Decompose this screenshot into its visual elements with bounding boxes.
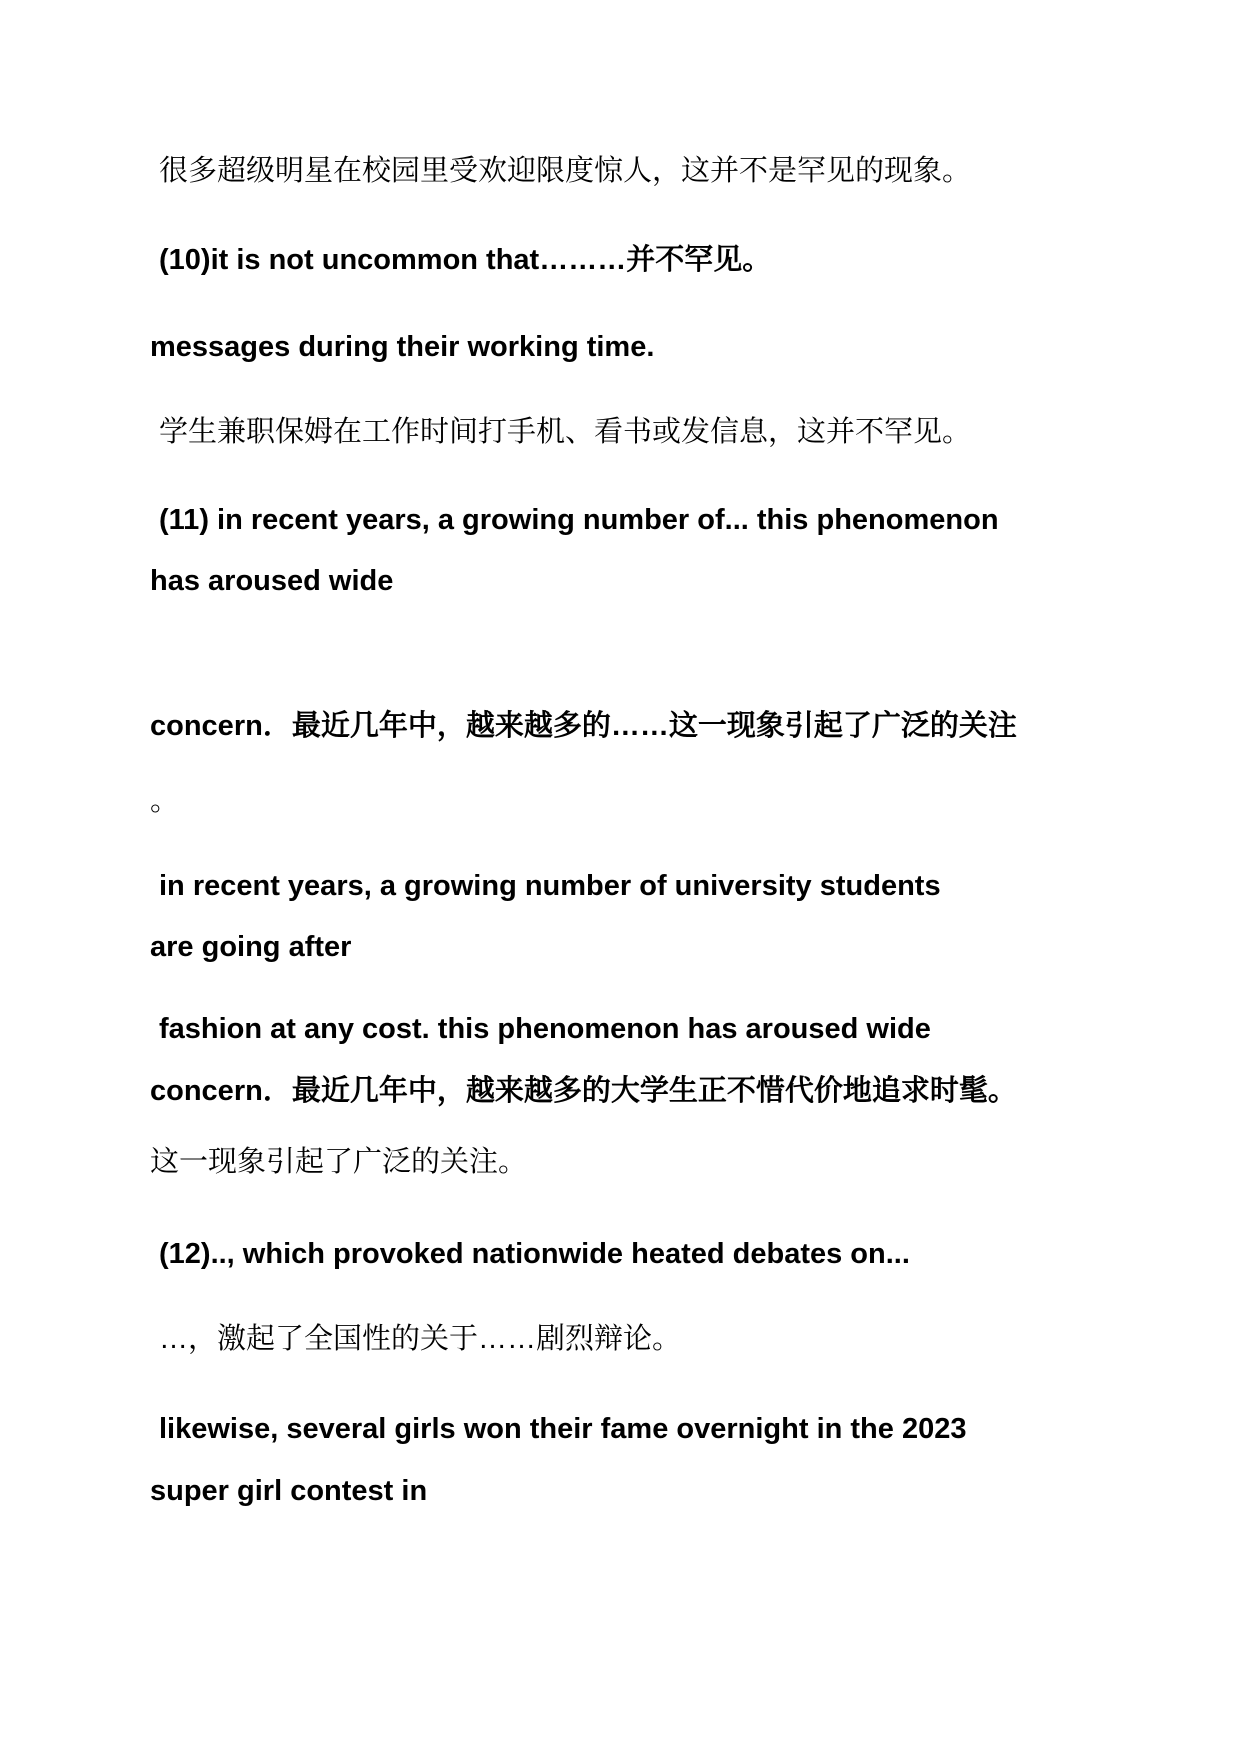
text-line-5: (11) in recent years, a growing number of... this phenomenon [159, 504, 999, 536]
text-line-14: (12).., which provoked nationwide heated debates on... [159, 1238, 910, 1270]
text-line-11: fashion at any cost. this phenomenon has aroused wide [159, 1013, 931, 1045]
text-line-13: 这一现象引起了广泛的关注。 [150, 1146, 528, 1178]
text-line-17: super girl contest in [150, 1475, 428, 1507]
text-line-10: are going after [150, 931, 352, 963]
text-line-2: (10)it is not uncommon that………并不罕见。 [159, 244, 772, 276]
text-line-4: 学生兼职保姆在工作时间打手机、看书或发信息，这并不罕见。 [159, 416, 972, 448]
text-line-9: in recent years, a growing number of university students [159, 870, 941, 902]
text-line-3: messages during their working time. [150, 331, 655, 363]
text-line-8: 。 [150, 785, 180, 817]
text-line-6: has aroused wide [150, 565, 394, 597]
text-line-16: likewise, several girls won their fame overnight in the 2023 [159, 1413, 967, 1445]
text-line-1: 很多超级明星在校园里受欢迎限度惊人，这并不是罕见的现象。 [159, 155, 972, 187]
text-line-7: concern．最近几年中，越来越多的……这一现象引起了广泛的关注 [150, 710, 1017, 742]
text-line-15: …，激起了全国性的关于……剧烈辩论。 [159, 1323, 682, 1355]
text-line-12: concern．最近几年中，越来越多的大学生正不惜代价地追求时髦。 [150, 1075, 1017, 1107]
